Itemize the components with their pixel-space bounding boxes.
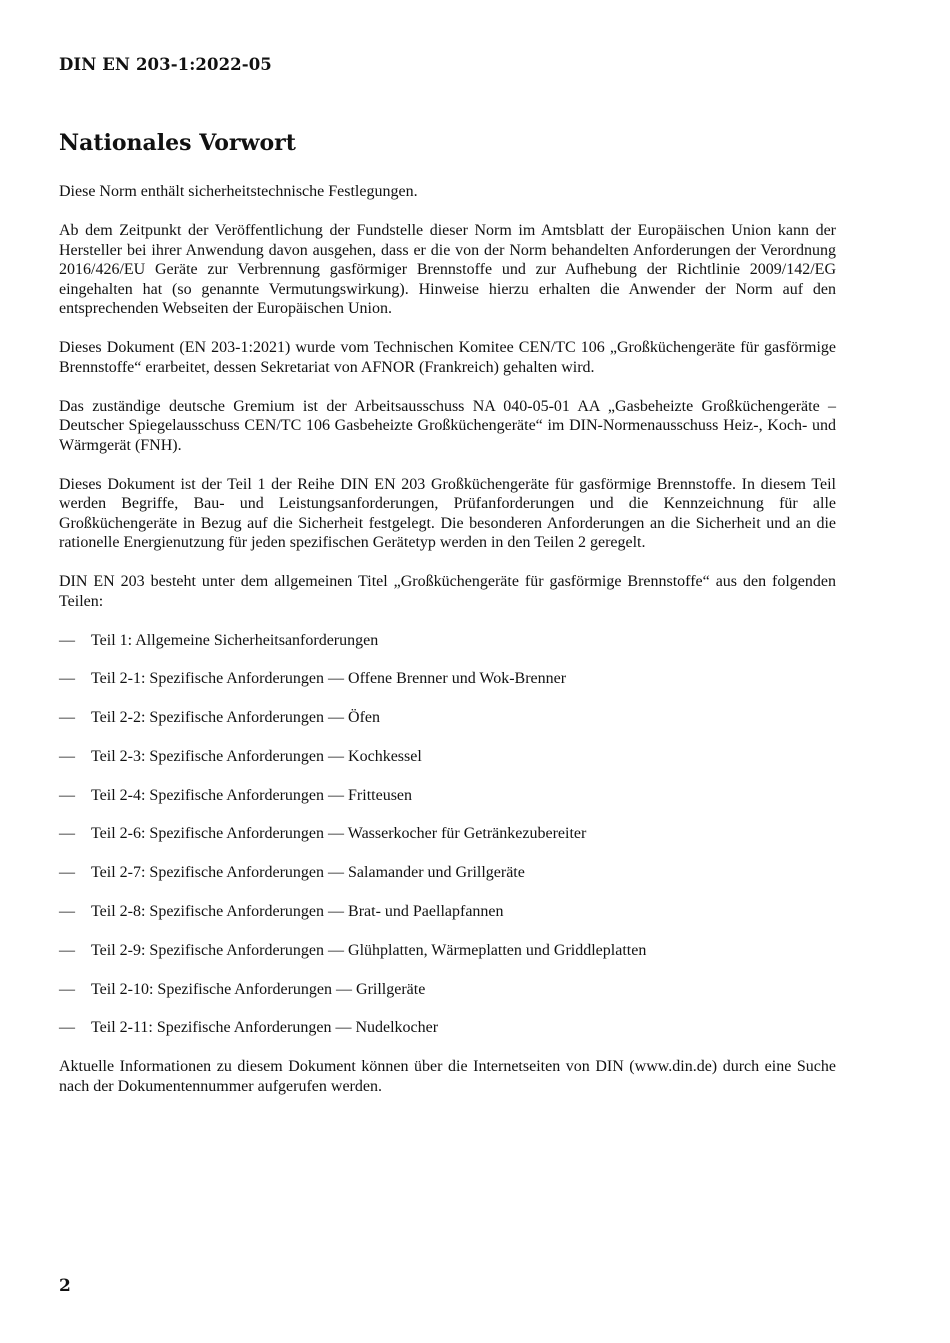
paragraph: Dieses Dokument (EN 203-1:2021) wurde vom Technischen Komitee CEN/TC 106 „Großküchengeräte für gasförmige Brennstoffe“ erarbeitet, dessen Sekretariat von AFNOR (Frankreich) gehalten wird. <box>59 339 836 376</box>
list-dash: — <box>59 864 75 882</box>
document-id-header: DIN EN 203-1:2022-05 <box>59 55 272 74</box>
list-item <box>59 824 836 844</box>
list-item-text: Teil 2-4: Spezifische Anforderungen — Fritteusen <box>91 786 413 804</box>
list-item-text: Teil 2-9: Spezifische Anforderungen — Glühplatten, Wärmeplatten und Griddleplatten <box>91 941 647 959</box>
document-body <box>59 182 836 1116</box>
paragraph: DIN EN 203 besteht unter dem allgemeinen Titel „Großküchengeräte für gasförmige Brennstoffe“ aus den folgenden Teilen: <box>59 573 836 610</box>
list-item <box>59 980 836 1000</box>
list-item-text: Teil 2-7: Spezifische Anforderungen — Salamander und Grillgeräte <box>91 864 525 882</box>
paragraph: Ab dem Zeitpunkt der Veröffentlichung der Fundstelle dieser Norm im Amtsblatt der Europäischen Union kann der Hersteller bei ihrer Anwendung davon ausgehen, dass er die von der Norm behandelten Anforderungen der Verordnung 2016/426/EU Geräte zur Verbrennung gasförmiger Brennstoffe und zur Aufhebung der Richtlinie 2009/142/EG eingehalten hat (so genannte Vermutungswirkung). Hinweise hierzu erhalten die Anwender der Norm auf den entsprechenden Webseiten der Europäischen Union. <box>59 222 836 317</box>
list-dash: — <box>59 825 75 843</box>
list-dash: — <box>59 709 75 727</box>
list-dash: — <box>59 1019 75 1037</box>
list-dash: — <box>59 941 75 959</box>
list-item <box>59 941 836 961</box>
list-dash: — <box>59 903 75 921</box>
list-item-text: Teil 2-3: Spezifische Anforderungen — Kochkessel <box>91 747 422 765</box>
list-item <box>59 708 836 728</box>
list-item <box>59 902 836 922</box>
list-item-text: Teil 2-6: Spezifische Anforderungen — Wasserkocher für Getränkezubereiter <box>91 825 587 843</box>
list-item <box>59 786 836 806</box>
list-item-text: Teil 2-8: Spezifische Anforderungen — Brat- und Paellapfannen <box>91 903 504 921</box>
paragraph: Dieses Dokument ist der Teil 1 der Reihe DIN EN 203 Großküchengeräte für gasförmige Brennstoffe. In diesem Teil werden Begriffe, Bau- und Leistungsanforderungen, Prüfanforderungen und die Kennzeichnung für alle Großküchengeräte in Bezug auf die Sicherheit festgelegt. Die besonderen Anforderungen an die Sicherheit und an die rationelle Energienutzung für jeden spezifischen Gerätetyp werden in den Teilen 2 geregelt. <box>59 475 836 551</box>
list-item-text: Teil 2-2: Spezifische Anforderungen — Öfen <box>91 709 381 727</box>
list-dash: — <box>59 631 75 649</box>
list-item-text: Teil 1: Allgemeine Sicherheitsanforderungen <box>91 631 379 649</box>
list-item <box>59 863 836 883</box>
list-dash: — <box>59 670 75 688</box>
paragraph: Das zuständige deutsche Gremium ist der Arbeitsausschuss NA 040-05-01 AA „Gasbeheizte Großküchengeräte – Deutscher Spiegelausschuss CEN/TC 106 Gasbeheizte Großküchengeräte“ im DIN-Normenausschuss Heiz-, Koch- und Wärmgerät (FNH). <box>59 397 836 454</box>
list-item-text: Teil 2-10: Spezifische Anforderungen — Grillgeräte <box>91 980 426 998</box>
list-item <box>59 747 836 767</box>
list-dash: — <box>59 786 75 804</box>
list-dash: — <box>59 747 75 765</box>
list-item <box>59 1018 836 1038</box>
page-title: Nationales Vorwort <box>59 130 296 156</box>
parts-list <box>59 631 836 1038</box>
list-item-text: Teil 2-11: Spezifische Anforderungen — Nudelkocher <box>91 1019 439 1037</box>
list-item-text: Teil 2-1: Spezifische Anforderungen — Offene Brenner und Wok-Brenner <box>91 670 567 688</box>
list-dash: — <box>59 980 75 998</box>
list-item <box>59 669 836 689</box>
paragraph: Diese Norm enthält sicherheitstechnische Festlegungen. <box>59 183 418 200</box>
closing-paragraph: Aktuelle Informationen zu diesem Dokument können über die Internetseiten von DIN (www.din.de) durch eine Suche nach der Dokumentennummer aufgerufen werden. <box>59 1058 836 1095</box>
page-number: 2 <box>59 1276 71 1296</box>
list-item <box>59 631 836 651</box>
